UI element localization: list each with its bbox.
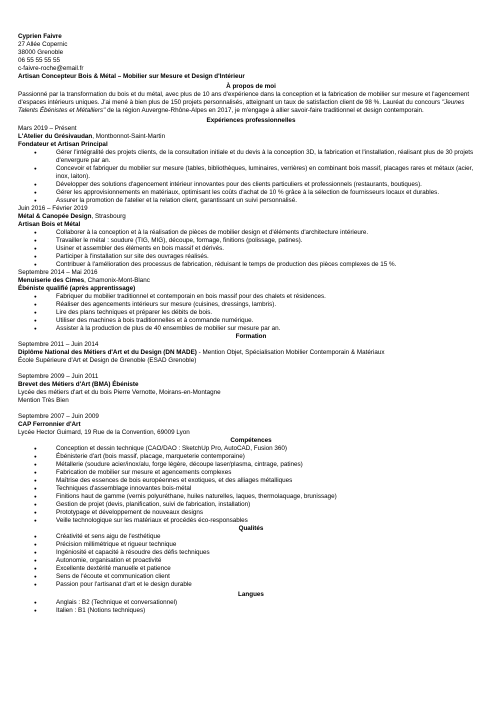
- qualities-list: [18, 533, 484, 589]
- job-bullets: [18, 149, 484, 205]
- list-item: ● Maîtrise des essences de bois européennes et exotiques, et des alliages métalliques: [18, 477, 484, 485]
- list-item: ● Prototypage et développement de nouveaux designs: [18, 509, 484, 517]
- list-item: ● Sens de l'écoute et communication client: [18, 573, 484, 581]
- education-school: Lycée des métiers d'art et du bois Pierre Vernotte, Moirans-en-Montagne: [18, 389, 221, 396]
- education-dates: Septembre 2011 – Juin 2014: [18, 341, 99, 348]
- job-dates: Mars 2019 – Présent: [18, 125, 77, 132]
- job-location: , Chamonix-Mont-Blanc: [84, 277, 150, 284]
- city: 38000 Grenoble: [18, 49, 64, 56]
- email: c-faivre-roche@email.fr: [18, 65, 84, 72]
- languages-list: [18, 599, 484, 615]
- list-item: ● Réaliser des agencements intérieurs sur mesure (cuisines, dressings, lambris).: [18, 301, 484, 309]
- education-school: Lycée Hector Guimard, 19 Rue de la Convention, 69009 Lyon: [18, 429, 190, 436]
- job-dates: Juin 2016 – Février 2019: [18, 205, 88, 212]
- experience-heading: Expériences professionnelles: [206, 117, 296, 124]
- list-item: ● Fabriquer du mobilier traditionnel et contemporain en bois massif pour des chalets et résidences.: [18, 293, 484, 301]
- education-degree: Brevet des Métiers d'Art (BMA) Ébéniste: [18, 381, 139, 388]
- list-item: ● Précision millimétrique et rigueur technique: [18, 541, 484, 549]
- list-item: ● Italien : B1 (Notions techniques): [18, 607, 484, 615]
- qualities-heading: Qualités: [238, 525, 264, 532]
- phone: 06 55 55 55 55: [18, 57, 61, 64]
- contact-block: [18, 33, 484, 81]
- list-item: ● Contribuer à l'amélioration des processus de fabrication, réduisant le temps de production des pièces complexes de 15 %.: [18, 261, 484, 269]
- list-item: ● Assurer la promotion de l'atelier et la relation client, garantissant un suivi personnalisé.: [18, 197, 484, 205]
- list-item: ● Fabrication de mobilier sur mesure et agencements complexes: [18, 469, 484, 477]
- job-location: , Montbonnot-Saint-Martin: [92, 133, 166, 140]
- list-item: ● Conception et dessin technique (CAO/DAO : SketchUp Pro, AutoCAD, Fusion 360): [18, 445, 484, 453]
- award-name: "Jeunes Talents Ébénistes et Métalliers": [18, 99, 465, 114]
- about-heading: À propos de moi: [226, 83, 276, 90]
- about-text-part2: de la région Auvergne-Rhône-Alpes en 2017, je m'engage à allier savoir-faire traditionnel et design contemporain.: [105, 107, 424, 114]
- job-dates: Septembre 2014 – Mai 2016: [18, 269, 98, 276]
- list-item: ● Travailler le métal : soudure (TIG, MIG), découpe, formage, finitions (polissage, patines).: [18, 237, 484, 245]
- list-item: ● Participer à l'installation sur site des ouvrages réalisés.: [18, 253, 484, 261]
- job-role: Artisan Bois et Métal: [18, 221, 81, 228]
- job-bullets: [18, 293, 484, 333]
- about-text: [18, 91, 484, 115]
- education-degree: CAP Ferronnier d'Art: [18, 421, 81, 428]
- education-degree: Diplôme National des Métiers d'Art et du Design (DN MADE): [18, 349, 197, 356]
- list-item: ● Collaborer à la conception et à la réalisation de pièces de mobilier design et d'éléments d'architecture intérieure.: [18, 229, 484, 237]
- education-detail: - Mention Objet, Spécialisation Mobilier Contemporain & Matériaux: [196, 349, 385, 356]
- list-item: ● Autonomie, organisation et proactivité: [18, 557, 484, 565]
- job-entry: [18, 205, 484, 269]
- list-item: ● Usiner et assembler des éléments en bois massif et dérivés.: [18, 245, 484, 253]
- list-item: ● Excellente dextérité manuelle et patience: [18, 565, 484, 573]
- list-item: ● Veille technologique sur les matériaux et procédés éco-responsables: [18, 517, 484, 525]
- education-entry: [18, 373, 484, 405]
- list-item: ● Développer des solutions d'agencement intérieur innovantes pour des clients particuliers et professionnels (restaurants, boutiques).: [18, 181, 484, 189]
- job-entry: [18, 269, 484, 333]
- job-role: Fondateur et Artisan Principal: [18, 141, 108, 148]
- education-heading: Formation: [235, 333, 267, 340]
- list-item: ● Créativité et sens aigu de l'esthétique: [18, 533, 484, 541]
- education-dates: Septembre 2007 – Juin 2009: [18, 413, 99, 420]
- about-text-part1: Passionné par la transformation du bois et du métal, avec plus de 10 ans d'expérience dans la conception et la fabrication de mobilier sur mesure et l'agencement d'espaces intérieurs uniques. J'ai mené à bien plus de 150 projets personnalisés, atteignant un taux de satisfaction client de 98 %. Lauréat du concours: [18, 91, 470, 106]
- education-entry: [18, 413, 484, 437]
- job-company: Métal & Canopée Design: [18, 213, 92, 220]
- address: 27 Allée Copernic: [18, 41, 68, 48]
- list-item: ● Anglais : B2 (Technique et conversationnel): [18, 599, 484, 607]
- list-item: ● Techniques d'assemblage innovantes bois-métal: [18, 485, 484, 493]
- education-school: École Supérieure d'Art et Design de Grenoble (ESAD Grenoble): [18, 357, 197, 364]
- list-item: ● Métallerie (soudure acier/inox/alu, forge légère, découpe laser/plasma, cintrage, patines): [18, 461, 484, 469]
- list-item: ● Ingéniosité et capacité à résoudre des défis techniques: [18, 549, 484, 557]
- skills-list: [18, 445, 484, 525]
- list-item: ● Assister à la production de plus de 40 ensembles de mobilier sur mesure par an.: [18, 325, 484, 333]
- education-dates: Septembre 2009 – Juin 2011: [18, 373, 99, 380]
- job-company: L'Atelier du Grésivaudan: [18, 133, 93, 140]
- list-item: ● Ébénisterie d'art (bois massif, placage, marqueterie contemporaine): [18, 453, 484, 461]
- job-role: Ébéniste qualifié (après apprentissage): [18, 285, 136, 292]
- education-entry: [18, 341, 484, 365]
- skills-heading: Compétences: [230, 437, 272, 444]
- list-item: ● Gestion de projet (devis, planification, suivi de fabrication, installation): [18, 501, 484, 509]
- job-company: Menuiserie des Cimes: [18, 277, 85, 284]
- education-extra: Mention Très Bien: [18, 397, 69, 404]
- job-entry: [18, 125, 484, 205]
- job-bullets: [18, 229, 484, 269]
- headline: Artisan Concepteur Bois & Métal – Mobilier sur Mesure et Design d'Intérieur: [18, 73, 245, 80]
- list-item: ● Gérer les approvisionnements en matériaux, optimisant les coûts d'achat de 10 % grâce à la sélection de fournisseurs locaux et durables.: [18, 189, 484, 197]
- languages-heading: Langues: [238, 591, 264, 598]
- candidate-name: Cyprien Faivre: [18, 33, 62, 40]
- list-item: ● Utiliser des machines à bois traditionnelles et à commande numérique.: [18, 317, 484, 325]
- list-item: ● Concevoir et fabriquer du mobilier sur mesure (tables, bibliothèques, luminaires, verrières) en combinant bois massif, placages rares et métaux (acier, inox, laiton).: [18, 165, 484, 181]
- list-item: ● Finitions haut de gamme (vernis polyuréthane, huiles naturelles, laques, thermolaquage, brunissage): [18, 493, 484, 501]
- job-location: , Strasbourg: [91, 213, 126, 220]
- resume-page: [18, 33, 484, 615]
- list-item: ● Lire des plans techniques et préparer les débits de bois.: [18, 309, 484, 317]
- list-item: ● Passion pour l'artisanat d'art et le design durable: [18, 581, 484, 589]
- list-item: ● Gérer l'intégralité des projets clients, de la consultation initiale et du devis à la conception 3D, la fabrication et l'installation, réalisant plus de 30 projets d'envergure par an.: [18, 149, 484, 165]
